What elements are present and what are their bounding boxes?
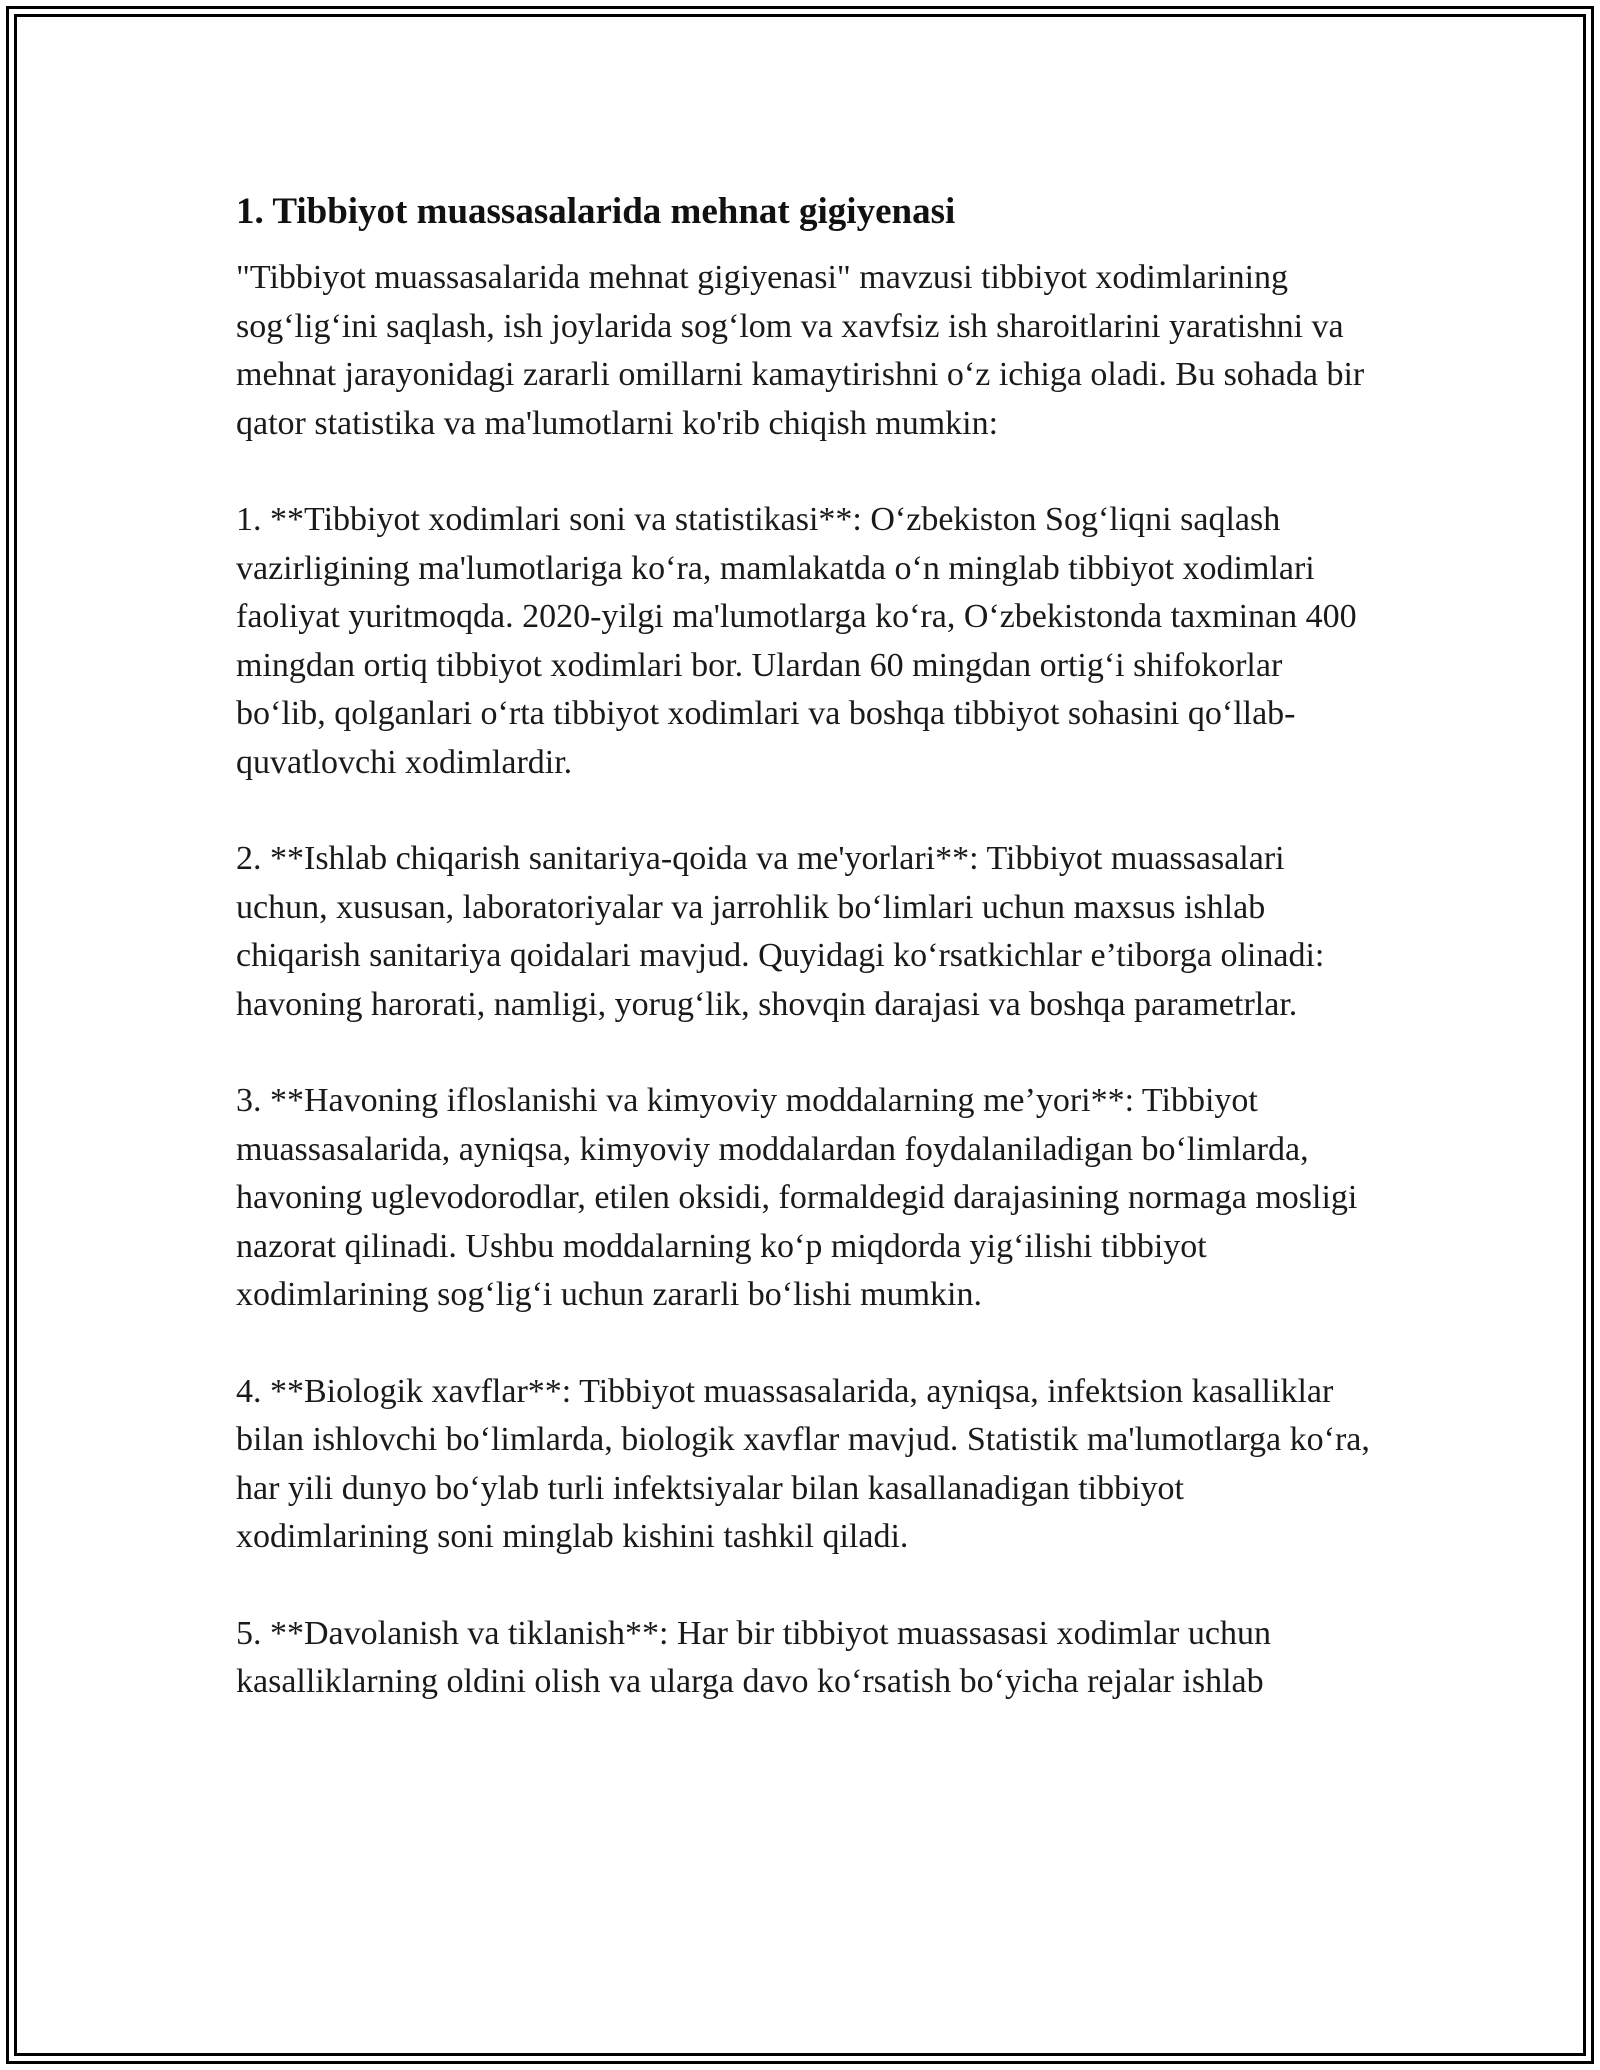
paragraph-4: 4. **Biologik xavflar**: Tibbiyot muassasalarida, ayniqsa, infektsion kasalliklar bilan ishlovchi bo‘limlarda, biologik xavflar mavjud. Statistik ma'lumotlarga ko‘ra, har yili dunyo bo‘ylab turli infektsiyalar bilan kasallanadigan tibbiyot xodimlarining soni minglab kishini tashkil qiladi. xyxy=(236,1372,1370,1555)
paragraph-1: 1. **Tibbiyot xodimlari soni va statistikasi**: O‘zbekiston Sog‘liqni saqlash vazirligining ma'lumotlariga ko‘ra, mamlakatda o‘n minglab tibbiyot xodimlari faoliyat yuritmoqda. 2020-yilgi ma'lumotlarga ko‘ra, O‘zbekistonda taxminan 400 mingdan ortiq tibbiyot xodimlari bor. Ulardan 60 mingdan ortig‘i shifokorlar bo‘lib, qolganlari o‘rta tibbiyot xodimlari va boshqa tibbiyot sohasini qo‘llab-quvatlovchi xodimlardir. xyxy=(236,501,1357,781)
paragraph-2: 2. **Ishlab chiqarish sanitariya-qoida va me'yorlari**: Tibbiyot muassasalari uchun, xususan, laboratoriyalar va jarrohlik bo‘limlari uchun maxsus ishlab chiqarish sanitariya qoidalari mavjud. Quyidagi ko‘rsatkichlar e’tiborga olinadi: havoning harorati, namligi, yorug‘lik, shovqin darajasi va boshqa parametrlar. xyxy=(236,840,1325,1023)
paragraph-5: 5. **Davolanish va tiklanish**: Har bir tibbiyot muassasasi xodimlar uchun kasalliklarning oldini olish va ularga davo ko‘rsatish bo‘yicha rejalar ishlab xyxy=(236,1614,1271,1700)
document-body xyxy=(236,184,1376,1707)
paragraph-3: 3. **Havoning ifloslanishi va kimyoviy moddalarning me’yori**: Tibbiyot muassasalarida, ayniqsa, kimyoviy moddalardan foydalaniladigan bo‘limlarda, havoning uglevodorodlar, etilen oksidi, formaldegid darajasining normaga mosligi nazorat qilinadi. Ushbu moddalarning ko‘p miqdorda yig‘ilishi tibbiyot xodimlarining sog‘lig‘i uchun zararli bo‘lishi mumkin. xyxy=(236,1082,1358,1313)
intro-paragraph: "Tibbiyot muassasalarida mehnat gigiyenasi" mavzusi tibbiyot xodimlarining sog‘lig‘ini saqlash, ish joylarida sog‘lom va xavfsiz ish sharoitlarini yaratishni va mehnat jarayonidagi zararli omillarni kamaytirishni o‘z ichiga oladi. Bu sohada bir qator statistika va ma'lumotlarni ko'rib chiqish mumkin: xyxy=(236,259,1365,442)
section-heading: 1. Tibbiyot muassasalarida mehnat gigiyenasi xyxy=(236,191,956,232)
